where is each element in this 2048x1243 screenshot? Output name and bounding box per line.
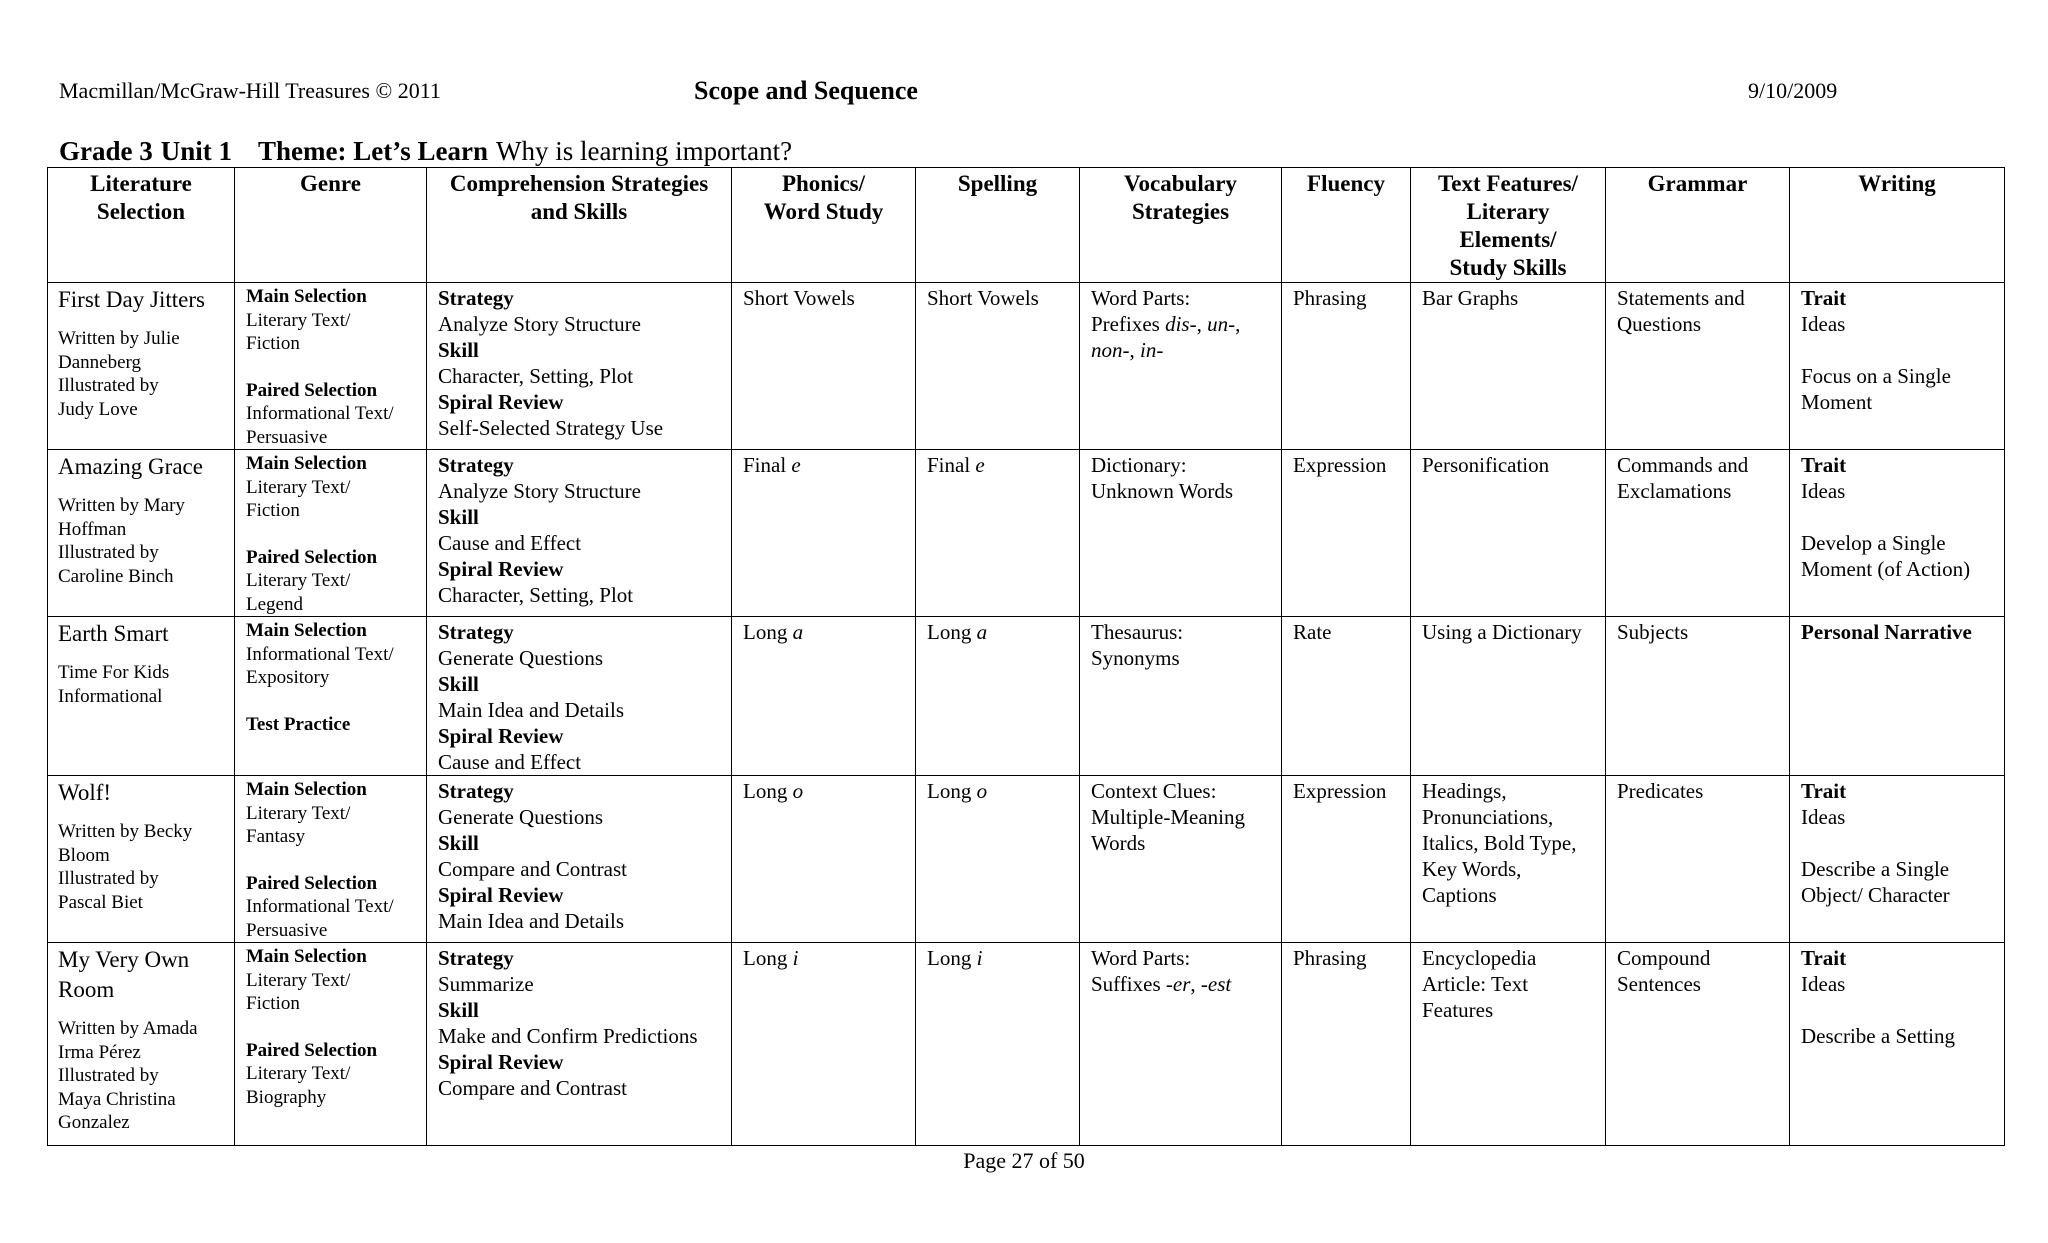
spelling-letter: a [976,620,988,644]
column-header-line: Comprehension Strategies [449,171,709,196]
publisher-line: Macmillan/McGraw-Hill Treasures © 2011 [59,78,441,103]
table-row [48,776,2005,943]
fluency-value: Expression [1293,779,1387,803]
theme-label: Theme: Let’s Learn [258,136,488,166]
selection-credits [58,327,226,421]
grammar-cell [1606,450,1790,617]
vocabulary-line: Word Parts: [1091,286,1191,310]
fluency-value: Expression [1293,453,1387,477]
grammar-line: Exclamations [1617,479,1732,503]
writing-label: Trait [1801,453,1847,477]
document-title: Scope and Sequence [694,76,918,105]
credit-line: Time For Kids [58,662,170,683]
vocabulary-cell [1080,776,1282,943]
phonics-value [743,619,907,645]
text-features-block [1422,452,1597,478]
genre-main-line: Informational Text/ [246,643,394,665]
genre-spacer [246,1016,418,1039]
column-header-line: Spelling [957,171,1038,196]
spiral-review-label: Spiral Review [438,883,564,907]
writing-focus-line: Moment (of Action) [1801,557,1971,581]
phonics-value [743,778,907,804]
grammar-block [1617,778,1781,804]
strategy-label: Strategy [438,620,514,644]
spelling-text: Long [927,620,977,644]
writing-cell [1790,283,2005,450]
credit-line: Danneberg [58,351,142,373]
skill-value: Character, Setting, Plot [438,364,634,388]
credit-line: Bloom [58,844,110,866]
genre-second-line: Legend [246,593,303,615]
genre-main-line: Expository [246,667,330,688]
spelling-cell [916,450,1080,617]
grammar-line: Questions [1617,312,1701,336]
genre-second-label: Paired Selection [246,1039,378,1061]
selection-credits [58,820,226,914]
credit-line: Judy Love [58,398,138,420]
vocabulary-cell [1080,617,1282,776]
spiral-review-value: Self-Selected Strategy Use [438,416,664,440]
grammar-line: Commands and [1617,453,1749,477]
skill-label: Skill [438,998,479,1022]
strategy-value: Generate Questions [438,805,604,829]
column-header [48,168,235,283]
credit-line: Caroline Binch [58,565,174,587]
vocabulary-cell [1080,943,1282,1146]
text-feature-line: Captions [1422,883,1497,907]
writing-spacer [1801,830,1996,856]
comprehension-cell [427,617,732,776]
genre-second-label: Test Practice [246,713,351,735]
genre-second-line: Persuasive [246,919,328,941]
vocabulary-line: Thesaurus: [1091,620,1184,644]
genre-main-label: Main Selection [246,946,367,967]
phonics-cell [732,943,916,1146]
selection-title: Earth Smart [58,621,169,646]
vocabulary-cell [1080,283,1282,450]
spelling-cell [916,283,1080,450]
column-header-line: Phonics/ [781,171,866,196]
text-feature-line: Features [1422,998,1494,1022]
text-feature-line: Using a Dictionary [1422,620,1582,644]
phonics-cell [732,450,916,617]
genre-cell [235,617,427,776]
skill-label: Skill [438,505,479,529]
selection-credits [58,494,226,588]
writing-focus-line: Object/ Character [1801,883,1950,907]
column-header [1282,168,1411,283]
phonics-text: Long [743,946,793,970]
grammar-line: Subjects [1617,620,1689,644]
comprehension-cell [427,450,732,617]
selection-title: First Day Jitters [58,287,205,312]
writing-spacer [1801,997,1996,1023]
phonics-text: Short Vowels [743,286,855,310]
vocabulary-line: Suffixes -er, -est [1091,972,1232,996]
column-header-line: Word Study [763,199,884,224]
column-header [1080,168,1282,283]
selection-title: Wolf! [58,780,112,805]
writing-focus-line: Describe a Setting [1801,1024,1955,1048]
spiral-review-label: Spiral Review [438,557,564,581]
strategy-label: Strategy [438,453,514,477]
table-row [48,617,2005,776]
fluency-cell [1282,283,1411,450]
writing-focus-line: Focus on a Single [1801,364,1951,388]
grammar-cell [1606,776,1790,943]
credit-line: Pascal Biet [58,891,143,913]
spiral-review-label: Spiral Review [438,1050,564,1074]
genre-main-label: Main Selection [246,779,367,800]
spiral-review-value: Cause and Effect [438,750,582,774]
credit-line: Written by Mary [58,495,185,516]
spelling-text: Long [927,779,977,803]
phonics-text: Final [743,453,792,477]
writing-trait: Ideas [1801,805,1846,829]
grammar-block [1617,452,1781,504]
grammar-block [1617,619,1781,645]
genre-cell [235,776,427,943]
writing-trait: Ideas [1801,479,1846,503]
text-feature-line: Italics, Bold Type, [1422,831,1577,855]
literature-cell [48,617,235,776]
spelling-letter: i [976,946,983,970]
page-number: Page 27 of 50 [963,1148,1085,1173]
column-header-line: Writing [1858,171,1936,196]
spelling-value [927,285,1071,311]
credit-line: Informational [58,685,163,707]
vocabulary-line: Words [1091,831,1146,855]
text-features-block [1422,619,1597,645]
spelling-letter: e [975,453,985,477]
writing-cell [1790,776,2005,943]
credit-line: Illustrated by [58,375,159,396]
phonics-value [743,945,907,971]
literature-cell [48,283,235,450]
grammar-line: Compound [1617,946,1711,970]
genre-spacer [246,849,418,872]
phonics-value [743,452,907,478]
writing-focus-line: Describe a Single [1801,857,1950,881]
column-header-line: Literature [90,171,192,196]
skill-label: Skill [438,672,479,696]
spiral-review-value: Compare and Contrast [438,1076,627,1100]
genre-second-label: Paired Selection [246,379,378,401]
vocabulary-line: Context Clues: [1091,779,1217,803]
credit-line: Illustrated by [58,868,159,889]
genre-cell [235,450,427,617]
writing-focus-line: Develop a Single [1801,531,1946,555]
text-feature-line: Headings, [1422,779,1507,803]
strategy-value: Summarize [438,972,534,996]
text-feature-line: Pronunciations, [1422,805,1554,829]
column-header [1606,168,1790,283]
strategy-value: Analyze Story Structure [438,479,641,503]
theme-question: Why is learning important? [495,136,793,166]
vocabulary-line: Word Parts: [1091,946,1191,970]
spelling-value [927,945,1071,971]
skill-value: Compare and Contrast [438,857,627,881]
phonics-value [743,285,907,311]
column-header [732,168,916,283]
spelling-value [927,452,1071,478]
fluency-cell [1282,450,1411,617]
genre-main-line: Fiction [246,993,300,1014]
column-header-line: Grammar [1647,171,1748,196]
unit-label: Unit 1 [160,136,233,166]
skill-value: Make and Confirm Predictions [438,1024,698,1048]
genre-second-label: Paired Selection [246,872,378,894]
text-features-block [1422,285,1597,311]
genre-main-line: Literary Text/ [246,969,351,991]
genre-second-line: Biography [246,1086,327,1108]
literature-cell [48,776,235,943]
table-row [48,283,2005,450]
phonics-cell [732,776,916,943]
genre-main-label: Main Selection [246,453,367,474]
skill-value: Cause and Effect [438,531,582,555]
spelling-text: Long [927,946,977,970]
column-header-line: Elements/ [1459,227,1557,252]
literature-cell [48,943,235,1146]
genre-cell [235,943,427,1146]
genre-main-line: Literary Text/ [246,802,351,824]
scope-sequence-table [47,167,2005,1146]
selection-title: My Very Own Room [58,947,190,1002]
credit-line: Written by Amada [58,1018,198,1039]
comprehension-cell [427,283,732,450]
spelling-text: Final [927,453,976,477]
fluency-cell [1282,943,1411,1146]
genre-second-line: Persuasive [246,426,328,448]
text-features-block [1422,778,1597,908]
text-features-cell [1411,283,1606,450]
column-header-line: Text Features/ [1438,171,1578,196]
fluency-cell [1282,776,1411,943]
genre-spacer [246,356,418,379]
column-header-line: Vocabulary [1124,171,1237,196]
table-row [48,450,2005,617]
credit-line: Illustrated by [58,542,159,563]
grammar-line: Predicates [1617,779,1704,803]
grammar-line: Sentences [1617,972,1701,996]
genre-main-line: Fantasy [246,826,306,847]
strategy-value: Analyze Story Structure [438,312,641,336]
column-header-line: Study Skills [1449,255,1567,280]
phonics-letter: o [792,779,804,803]
writing-spacer [1801,504,1996,530]
spiral-review-label: Spiral Review [438,724,564,748]
document-date: 9/10/2009 [1748,78,1838,103]
vocabulary-line: Unknown Words [1091,479,1234,503]
phonics-letter: a [792,620,804,644]
genre-main-line: Literary Text/ [246,476,351,498]
fluency-value: Phrasing [1293,286,1367,310]
grammar-cell [1606,283,1790,450]
phonics-text: Long [743,779,793,803]
text-feature-line: Key Words, [1422,857,1522,881]
writing-cell [1790,617,2005,776]
credit-line: Hoffman [58,518,127,540]
grammar-block [1617,285,1781,337]
table-row [48,943,2005,1146]
spelling-cell [916,617,1080,776]
column-header [427,168,732,283]
vocabulary-line: Prefixes dis-, un-, [1091,312,1241,336]
genre-main-line: Literary Text/ [246,309,351,331]
selection-credits [58,1017,226,1135]
genre-cell [235,283,427,450]
spelling-text: Short Vowels [927,286,1039,310]
phonics-letter: i [792,946,799,970]
genre-main-label: Main Selection [246,620,367,641]
text-features-cell [1411,776,1606,943]
credit-line: Written by Becky [58,821,193,842]
comprehension-cell [427,776,732,943]
phonics-letter: e [791,453,801,477]
text-features-block [1422,945,1597,1023]
column-header-line: Fluency [1307,171,1385,196]
writing-label: Trait [1801,946,1847,970]
writing-spacer [1801,337,1996,363]
spiral-review-label: Spiral Review [438,390,564,414]
text-feature-line: Article: Text [1422,972,1529,996]
skill-label: Skill [438,831,479,855]
vocabulary-line: Synonyms [1091,646,1180,670]
genre-main-line: Fiction [246,333,300,354]
genre-spacer [246,523,418,546]
writing-label: Personal Narrative [1801,620,1972,644]
text-feature-line: Bar Graphs [1422,286,1519,310]
spiral-review-value: Main Idea and Details [438,909,625,933]
table-header-row [48,168,2005,283]
strategy-label: Strategy [438,286,514,310]
column-header [916,168,1080,283]
grammar-block [1617,945,1781,997]
phonics-cell [732,617,916,776]
text-features-cell [1411,943,1606,1146]
spelling-letter: o [976,779,988,803]
vocabulary-cell [1080,450,1282,617]
fluency-value: Rate [1293,620,1332,644]
credit-line: Irma Pérez [58,1041,141,1063]
text-features-cell [1411,617,1606,776]
writing-label: Trait [1801,286,1847,310]
credit-line: Maya Christina [58,1088,176,1110]
strategy-label: Strategy [438,779,514,803]
genre-second-line: Informational Text/ [246,896,394,917]
unit-heading [59,136,792,167]
strategy-label: Strategy [438,946,514,970]
skill-label: Skill [438,338,479,362]
text-feature-line: Personification [1422,453,1550,477]
genre-spacer [246,690,418,713]
writing-trait: Ideas [1801,312,1846,336]
selection-title: Amazing Grace [58,454,203,479]
genre-second-line: Literary Text/ [246,570,351,591]
genre-second-line: Informational Text/ [246,403,394,424]
comprehension-cell [427,943,732,1146]
column-header [1411,168,1606,283]
column-header-line: Genre [300,171,361,196]
grade-label: Grade 3 [59,136,153,166]
spelling-cell [916,943,1080,1146]
column-header-line: Strategies [1131,199,1230,224]
genre-main-line: Fiction [246,500,300,521]
credit-line: Written by Julie [58,328,180,349]
column-header-line: Selection [96,199,186,224]
column-header [235,168,427,283]
writing-trait: Ideas [1801,972,1846,996]
genre-main-label: Main Selection [246,286,367,307]
column-header-line: and Skills [530,199,628,224]
grammar-cell [1606,943,1790,1146]
genre-second-line: Literary Text/ [246,1063,351,1084]
genre-second-label: Paired Selection [246,546,378,568]
writing-focus-line: Moment [1801,390,1873,414]
grammar-cell [1606,617,1790,776]
phonics-text: Long [743,620,793,644]
vocabulary-line: non-, in- [1091,338,1164,362]
vocabulary-line: Multiple-Meaning [1091,805,1245,829]
literature-cell [48,450,235,617]
text-feature-line: Encyclopedia [1422,946,1537,970]
spelling-value [927,619,1071,645]
text-features-cell [1411,450,1606,617]
spelling-value [927,778,1071,804]
writing-cell [1790,450,2005,617]
strategy-value: Generate Questions [438,646,604,670]
skill-value: Main Idea and Details [438,698,625,722]
selection-credits [58,661,226,708]
column-header-line: Literary [1466,199,1550,224]
writing-cell [1790,943,2005,1146]
credit-line: Gonzalez [58,1112,130,1133]
fluency-value: Phrasing [1293,946,1367,970]
spiral-review-value: Character, Setting, Plot [438,583,634,607]
vocabulary-line: Dictionary: [1091,453,1187,477]
writing-label: Trait [1801,779,1847,803]
spelling-cell [916,776,1080,943]
fluency-cell [1282,617,1411,776]
phonics-cell [732,283,916,450]
column-header [1790,168,2005,283]
grammar-line: Statements and [1617,286,1745,310]
credit-line: Illustrated by [58,1065,159,1086]
